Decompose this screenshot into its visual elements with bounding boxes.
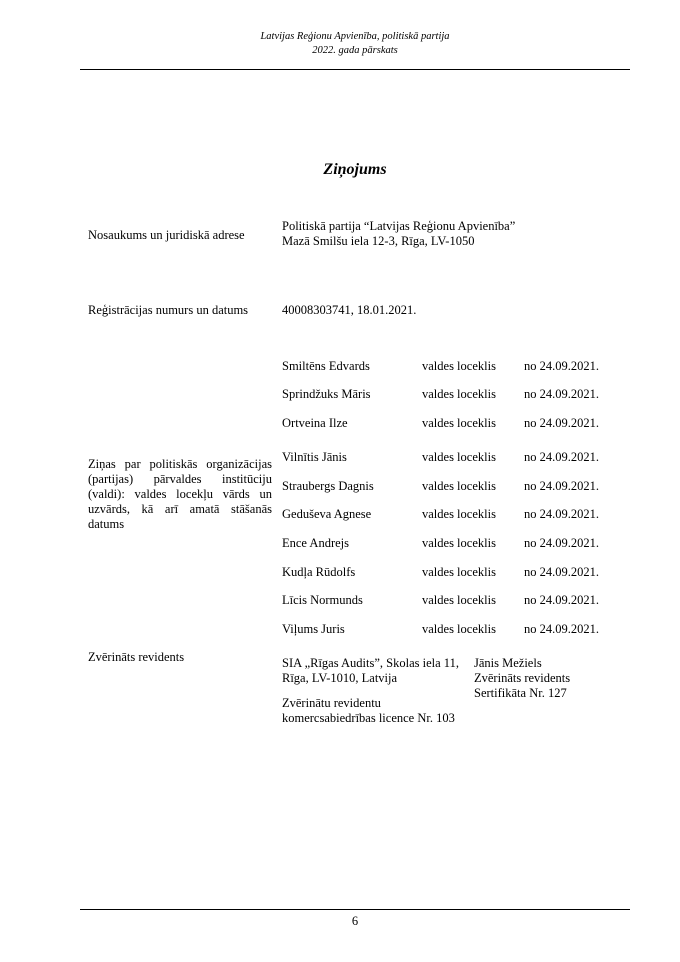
board-member-row [282,479,612,494]
board-member-name: Straubergs Dagnis [282,479,374,493]
board-member-date: no 24.09.2021. [524,387,599,401]
board-member-row [282,450,612,465]
board-member-date: no 24.09.2021. [524,416,599,430]
auditor-license-line-1: Zvērinātu revidentu [282,696,381,710]
board-member-name: Sprindžuks Māris [282,387,371,401]
board-member-date: no 24.09.2021. [524,450,599,464]
board-member-position: valdes loceklis [422,565,496,579]
header-line-1: Latvijas Reģionu Apvienība, politiskā partija [260,31,450,42]
board-member-row [282,359,612,374]
auditor-person [474,656,570,701]
board-label: Ziņas par politiskās organizācijas (partijas) pārvaldes institūciju (valdi): valdes locekļu vārds un uzvārds, kā arī amatā stāšanās datums [88,457,272,531]
board-member-position: valdes loceklis [422,450,496,464]
footer-rule [80,909,630,910]
board-member-name: Viļums Juris [282,622,345,636]
board-member-row [282,387,612,402]
auditor-label: Zvērināts revidents [88,650,185,664]
board-member-date: no 24.09.2021. [524,479,599,493]
board-member-position: valdes loceklis [422,622,496,636]
party-address: Mazā Smilšu iela 12-3, Rīga, LV-1050 [282,234,475,248]
registration-label: Reģistrācijas numurs un datums [88,303,249,317]
board-member-row [282,416,612,431]
document-title: Ziņojums [323,161,387,178]
board-member-position: valdes loceklis [422,387,496,401]
board-member-name: Ortveina Ilze [282,416,348,430]
board-member-position: valdes loceklis [422,507,496,521]
name-address-label: Nosaukums un juridiskā adrese [88,228,245,242]
auditor-license-line-2: komercsabiedrības licence Nr. 103 [282,711,455,725]
header-line-2: 2022. gada pārskats [312,45,398,56]
board-member-position: valdes loceklis [422,416,496,430]
page-header [80,30,630,58]
board-member-name: Vilnītis Jānis [282,450,347,464]
board-member-date: no 24.09.2021. [524,622,599,636]
board-member-date: no 24.09.2021. [524,536,599,550]
board-member-row [282,593,612,608]
page-number: 6 [351,914,359,928]
auditor-person-name: Jānis Mežiels [474,656,542,670]
board-member-date: no 24.09.2021. [524,593,599,607]
board-member-position: valdes loceklis [422,479,496,493]
board-member-name: Līcis Normunds [282,593,363,607]
auditor-person-cert: Sertifikāta Nr. 127 [474,686,567,700]
auditor-firm-line-2: Rīga, LV-1010, Latvija [282,671,398,685]
board-member-name: Smiltēns Edvards [282,359,370,373]
board-member-row [282,536,612,551]
auditor-firm-line-1: SIA „Rīgas Audits”, Skolas iela 11, [282,656,459,670]
header-rule [80,69,630,70]
auditor-firm [282,656,459,726]
board-member-date: no 24.09.2021. [524,359,599,373]
board-member-position: valdes loceklis [422,593,496,607]
auditor-person-title: Zvērināts revidents [474,671,571,685]
board-member-row [282,507,612,522]
board-member-row [282,622,612,637]
board-member-position: valdes loceklis [422,536,496,550]
board-member-date: no 24.09.2021. [524,565,599,579]
party-name: Politiskā partija “Latvijas Reģionu Apvienība” [282,219,516,233]
board-member-name: Ence Andrejs [282,536,349,550]
registration-value: 40008303741, 18.01.2021. [282,303,417,317]
board-member-position: valdes loceklis [422,359,496,373]
board-member-name: Geduševa Agnese [282,507,372,521]
board-member-date: no 24.09.2021. [524,507,599,521]
name-address-value [282,219,515,249]
board-member-row [282,565,612,580]
board-member-name: Kudļa Rūdolfs [282,565,356,579]
